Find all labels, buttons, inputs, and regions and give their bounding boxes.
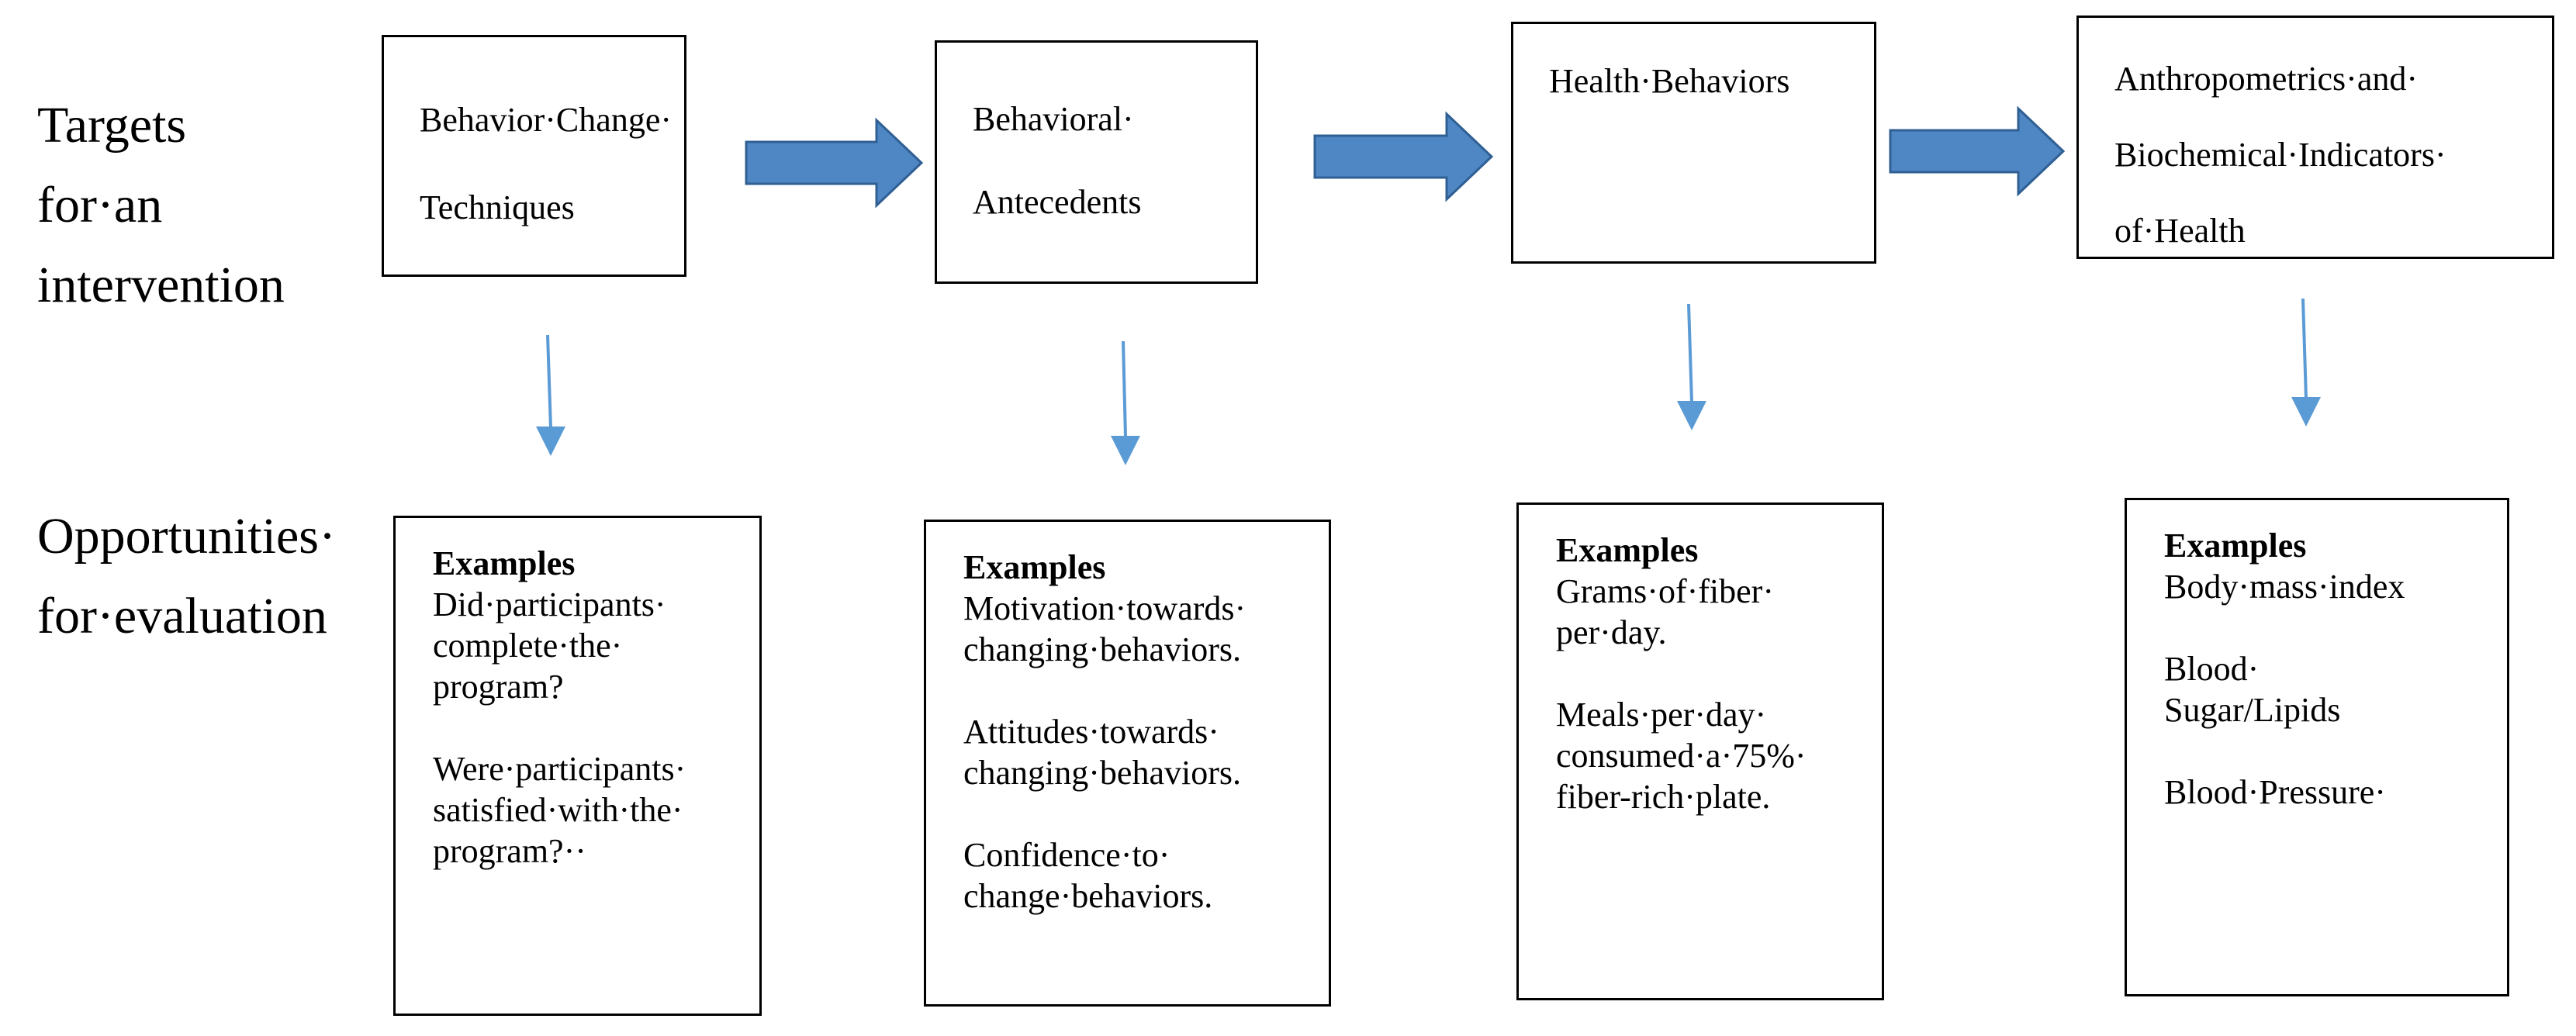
example-line: Blood·Pressure· xyxy=(2164,773,2386,811)
examples-box-program-evaluation xyxy=(393,516,762,1016)
down-arrow xyxy=(536,335,565,456)
target-box-title xyxy=(420,76,684,251)
row-label-line: for·evaluation xyxy=(37,588,327,644)
example-line: Sugar/Lipids xyxy=(2164,691,2341,729)
example-line: Motivation·towards· xyxy=(963,589,1247,627)
target-box-anthropometrics xyxy=(2076,16,2554,259)
target-title-line: of·Health xyxy=(2114,212,2246,250)
example-line: Meals·per·day· xyxy=(1556,696,1767,734)
examples-box-behavioral-antecedents xyxy=(924,520,1331,1007)
example-spacer xyxy=(433,707,752,748)
flow-arrow xyxy=(746,120,921,205)
target-title-line: Biochemical·Indicators· xyxy=(2114,136,2446,174)
example-line: changing·behaviors. xyxy=(963,754,1241,792)
example-spacer xyxy=(963,793,1321,834)
target-box-behavioral-antecedents xyxy=(935,40,1258,284)
row-label-line: Targets xyxy=(37,97,187,154)
example-line: satisfied·with·the· xyxy=(433,791,683,829)
flow-arrow xyxy=(1315,114,1492,199)
example-line: Body·mass·index xyxy=(2164,568,2405,606)
row-label-line: for·an xyxy=(37,177,163,233)
target-box-title xyxy=(1549,59,1874,104)
example-line: changing·behaviors. xyxy=(963,630,1241,668)
example-line: Confidence·to· xyxy=(963,836,1170,874)
example-line: program?·· xyxy=(433,832,586,870)
example-line: Blood· xyxy=(2164,650,2260,688)
target-box-title xyxy=(2114,41,2552,269)
examples-header: Examples xyxy=(1556,531,1699,569)
flow-arrow xyxy=(1890,109,2063,194)
target-title-line: Antecedents xyxy=(973,183,1142,221)
example-spacer xyxy=(1556,653,1874,694)
examples-box-health-behaviors xyxy=(1516,502,1884,1000)
example-line: Grams·of·fiber· xyxy=(1556,572,1774,610)
examples-header: Examples xyxy=(2164,527,2307,565)
example-line: Did·participants· xyxy=(433,585,666,623)
example-line: change·behaviors. xyxy=(963,877,1213,915)
down-arrow xyxy=(2291,299,2321,426)
example-line: per·day. xyxy=(1556,613,1667,651)
down-arrow xyxy=(1677,304,1706,430)
target-box-behavior-change-techniques xyxy=(382,35,686,277)
example-line: Attitudes·towards· xyxy=(963,713,1219,751)
examples-box-health-indicators xyxy=(2125,498,2509,996)
example-line: Were·participants· xyxy=(433,750,686,788)
example-spacer xyxy=(2164,730,2499,772)
row-label-line: Opportunities· xyxy=(37,508,336,565)
target-box-health-behaviors xyxy=(1511,22,1876,264)
down-arrow xyxy=(1111,341,1140,465)
target-title-line: Anthropometrics·and· xyxy=(2114,60,2418,98)
example-line: program? xyxy=(433,668,564,706)
example-spacer xyxy=(963,670,1321,711)
example-line: consumed·a·75%· xyxy=(1556,737,1807,775)
example-line: complete·the· xyxy=(433,627,623,665)
target-box-title xyxy=(973,78,1256,243)
examples-header: Examples xyxy=(963,548,1106,586)
example-line: fiber-rich·plate. xyxy=(1556,778,1771,816)
row-label-line: intervention xyxy=(37,257,285,313)
target-title-line: Techniques xyxy=(420,188,575,226)
target-title-line: Behavioral· xyxy=(973,100,1134,138)
example-spacer xyxy=(2164,607,2499,648)
target-title-line: Behavior·Change· xyxy=(420,101,672,139)
examples-header: Examples xyxy=(433,544,576,582)
target-title-line: Health·Behaviors xyxy=(1549,62,1790,100)
